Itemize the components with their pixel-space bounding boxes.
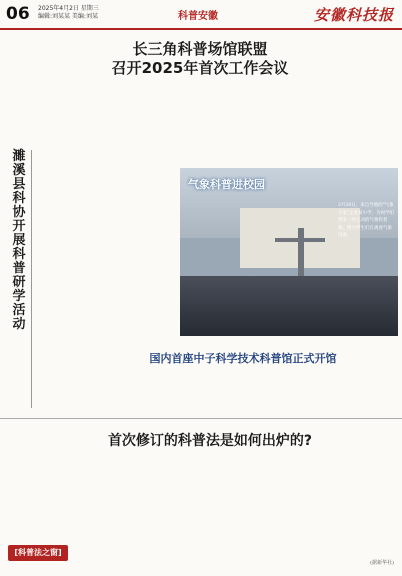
- page-number: 06: [6, 4, 30, 24]
- date-line: 2025年4月2日 星期三: [38, 5, 99, 12]
- top-story-title-line1: 长三角科普场馆联盟: [132, 40, 268, 58]
- photo-title: 气象科普进校园: [188, 178, 265, 191]
- top-story-body-col4: [180, 150, 395, 164]
- top-story-body-col2: [123, 84, 233, 144]
- middle-story-title: 国内首座中子科学技术科普馆正式开馆: [149, 352, 337, 365]
- bottom-story-body-col4: [303, 450, 395, 560]
- bottom-story-body-col2: [103, 450, 198, 568]
- weather-photo: [180, 168, 398, 336]
- header-meta: [38, 5, 99, 21]
- side-story-divider: [31, 150, 32, 408]
- bottom-story-body-col1: [8, 450, 98, 540]
- middle-story-body-col1: [180, 366, 250, 414]
- section-divider: [0, 418, 402, 419]
- photo-students: [180, 276, 398, 336]
- column-tag: [科普法之窗]: [8, 545, 68, 561]
- page-header: [0, 0, 402, 30]
- photo-weather-arm: [275, 238, 325, 242]
- masthead-logo: 安徽科技报: [313, 6, 394, 24]
- side-story-body: [35, 150, 175, 408]
- editor-line: 编辑:刘某某 美编:刘某: [38, 13, 98, 20]
- byline: (据新华社): [370, 560, 394, 566]
- top-story-body-col1: [8, 84, 118, 144]
- photo-caption: 3月28日，来自当地的"气象专家"走进某小学，为同学们带来一场生动的气象科普课。图为学生们在观看气象设备。: [338, 203, 395, 238]
- side-story-title: 濉溪县科协开展科普研学活动: [12, 149, 26, 332]
- top-story-title: [60, 40, 340, 78]
- bottom-story-title: 首次修订的科普法是如何出炉的?: [107, 433, 313, 449]
- middle-story-body-col3: [330, 366, 395, 414]
- middle-story-body-col2: [255, 366, 325, 414]
- top-story-body-col3: [238, 84, 395, 144]
- section-name: 科普安徽: [178, 11, 218, 22]
- bottom-story-body-col3: [203, 450, 298, 568]
- top-story-title-line2: 召开2025年首次工作会议: [111, 59, 289, 77]
